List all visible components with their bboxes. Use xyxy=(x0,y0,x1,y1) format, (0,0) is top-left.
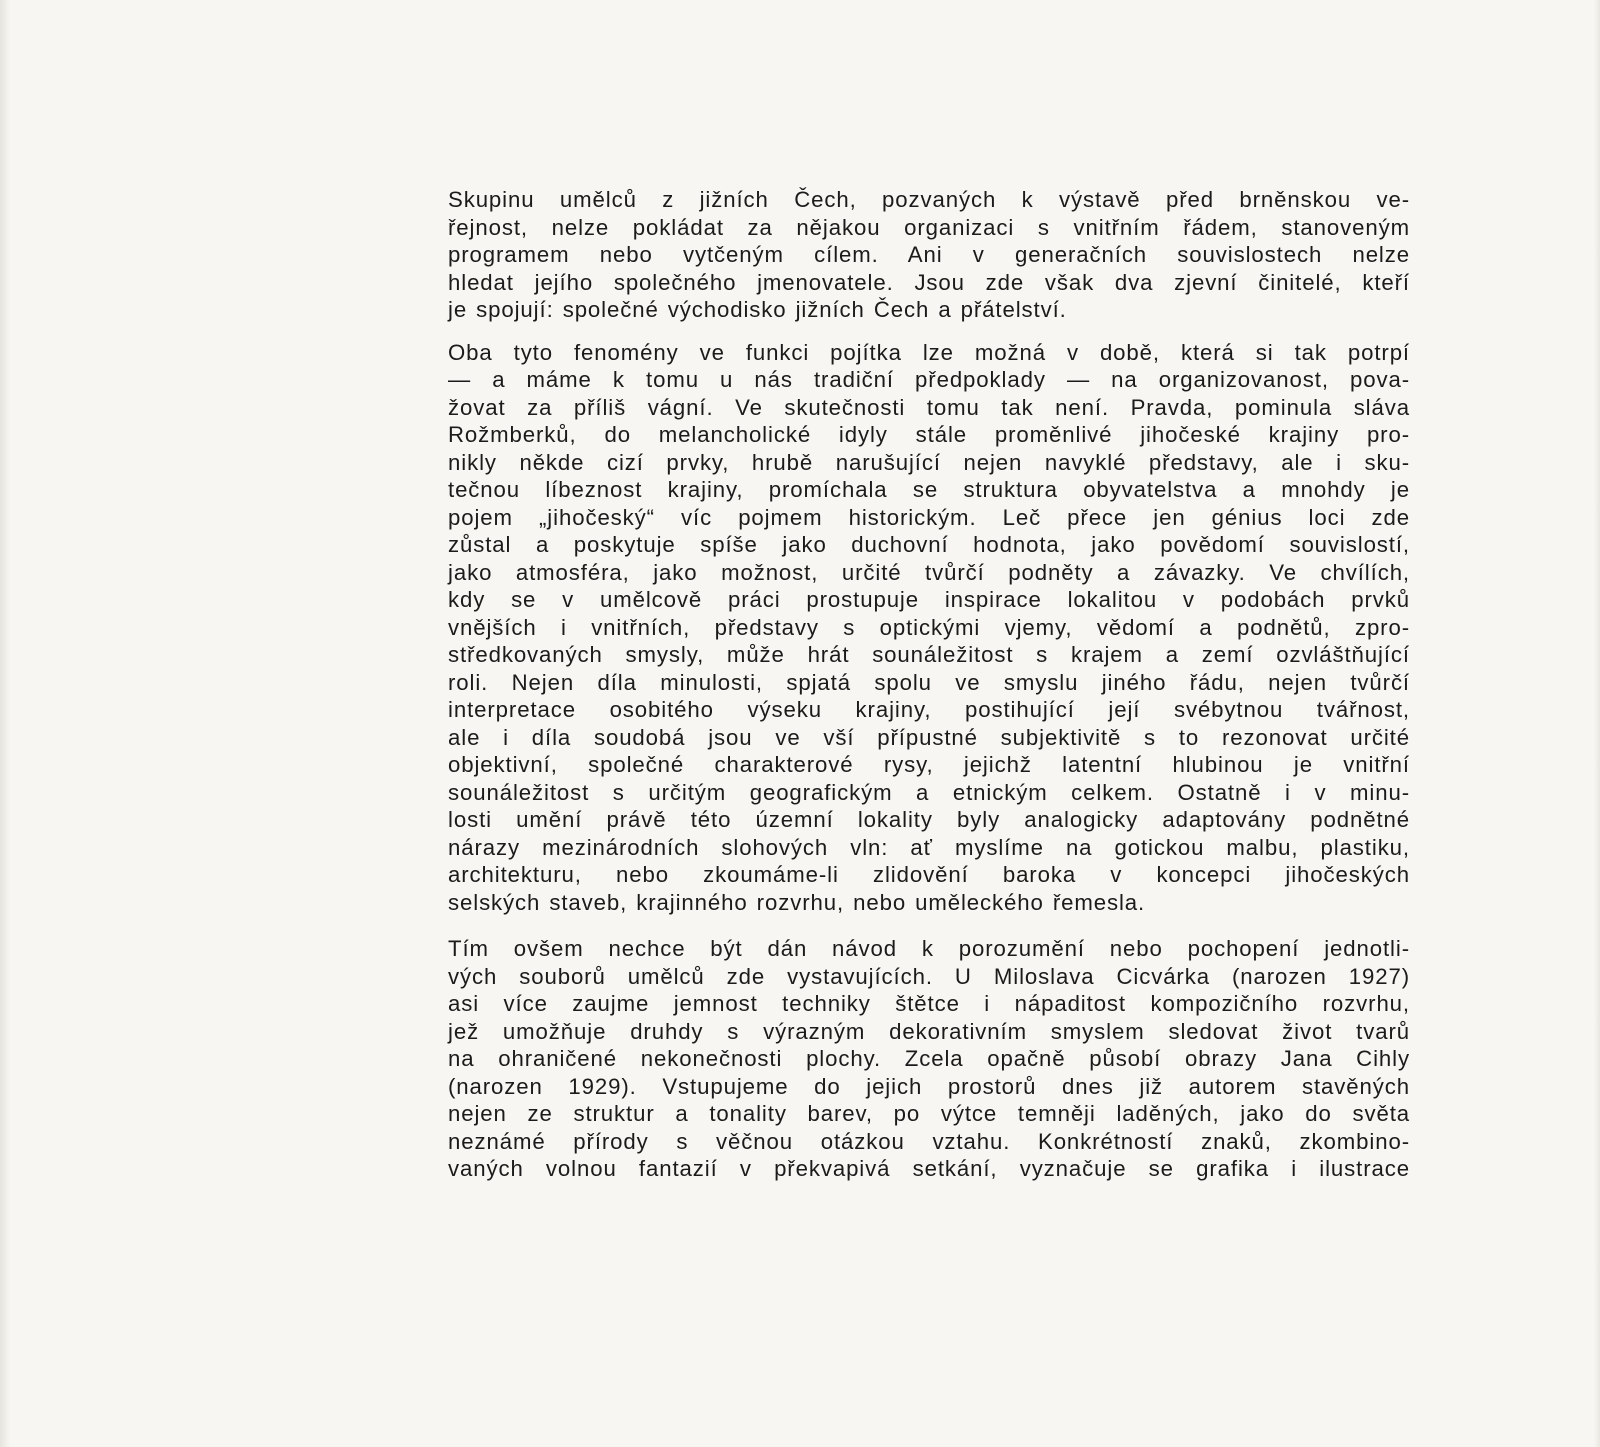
page-right-edge xyxy=(1594,0,1600,1447)
text-line: Skupinu umělců z jižních Čech, pozvaných k výstavě před brněnskou ve- xyxy=(448,187,1410,212)
text-line: je spojují: společné východisko jižních Čech a přátelství. xyxy=(448,297,1067,322)
page-fold-shadow xyxy=(0,0,10,1447)
text-line: nikly někde cizí prvky, hrubě narušující nejen navyklé představy, ale i sku- xyxy=(448,449,1410,475)
text-line: nárazy mezinárodních slohových vln: ať myslíme na gotickou malbu, plastiku, xyxy=(448,834,1410,860)
text-line: roli. Nejen díla minulosti, spjatá spolu ve smyslu jiného řádu, nejen tvůrčí xyxy=(448,669,1410,695)
text-line: řejnost, nelze pokládat za nějakou organizaci s vnitřním řádem, stanoveným xyxy=(448,214,1410,240)
text-line: sounáležitost s určitým geografickým a etnickým celkem. Ostatně i v minu- xyxy=(448,779,1410,805)
text-line: ale i díla soudobá jsou ve vší přípustné subjektivitě s to rezonovat určité xyxy=(448,724,1410,750)
text-line: programem nebo vytčeným cílem. Ani v generačních souvislostech nelze xyxy=(448,242,1410,267)
text-line: vých souborů umělců zde vystavujících. U Miloslava Cicvárka (narozen 1927) xyxy=(448,963,1410,989)
text-line: interpretace osobitého výseku krajiny, postihující její svébytnou tvářnost, xyxy=(448,697,1410,722)
text-line: vnějších i vnitřních, představy s optickými vjemy, vědomí a podnětů, zpro- xyxy=(448,614,1410,640)
text-line: tečnou líbeznost krajiny, promíchala se struktura obyvatelstva a mnohdy je xyxy=(448,477,1410,502)
text-line: — a máme k tomu u nás tradiční předpoklady — na organizovanost, pova- xyxy=(448,367,1410,392)
text-line: zůstal a poskytuje spíše jako duchovní hodnota, jako povědomí souvislostí, xyxy=(448,532,1410,557)
text-line: vaných volnou fantazií v překvapivá setkání, vyznačuje se grafika i ilustrace xyxy=(448,1156,1410,1181)
text-line: kdy se v umělcově práci prostupuje inspirace lokalitou v podobách prvků xyxy=(448,587,1410,612)
paragraph-3 xyxy=(448,935,1410,1183)
text-line: Rožmberků, do melancholické idyly stále proměnlivé jihočeské krajiny pro- xyxy=(448,422,1410,447)
paragraph-2 xyxy=(448,339,1410,917)
text-line: jež umožňuje druhdy s výrazným dekorativním smyslem sledovat život tvarů xyxy=(448,1018,1410,1044)
text-line: hledat jejího společného jmenovatele. Jsou zde však dva zjevní činitelé, kteří xyxy=(448,269,1410,295)
text-line: jako atmosféra, jako možnost, určité tvůrčí podněty a závazky. Ve chvílích, xyxy=(448,559,1410,585)
text-line: žovat za příliš vágní. Ve skutečnosti tomu tak není. Pravda, pominula sláva xyxy=(448,394,1410,420)
paragraph-1 xyxy=(448,186,1410,324)
text-line: Tím ovšem nechce být dán návod k porozumění nebo pochopení jednotli- xyxy=(448,936,1410,961)
text-line: asi více zaujme jemnost techniky štětce i nápaditost kompozičního rozvrhu, xyxy=(448,991,1410,1016)
text-line: středkovaných smysly, může hrát sounáležitost s krajem a zemí ozvláštňující xyxy=(448,642,1410,667)
text-column xyxy=(448,186,1410,1183)
text-line: (narozen 1929). Vstupujeme do jejich prostorů dnes již autorem stavěných xyxy=(448,1073,1410,1099)
text-line: objektivní, společné charakterové rysy, jejichž latentní hlubinou je vnitřní xyxy=(448,752,1410,777)
text-line: na ohraničené nekonečnosti plochy. Zcela opačně působí obrazy Jana Cihly xyxy=(448,1046,1410,1071)
text-line: losti umění právě této územní lokality byly analogicky adaptovány podnětné xyxy=(448,807,1410,832)
text-line: nejen ze struktur a tonality barev, po výtce temněji laděných, jako do světa xyxy=(448,1101,1410,1126)
text-line: architekturu, nebo zkoumáme-li zlidovění baroka v koncepci jihočeských xyxy=(448,862,1410,887)
text-line: selských staveb, krajinného rozvrhu, nebo uměleckého řemesla. xyxy=(448,889,1146,915)
text-line: neznámé přírody s věčnou otázkou vztahu. Konkrétností znaků, zkombino- xyxy=(448,1128,1410,1154)
text-line: pojem „jihočeský“ víc pojmem historickým. Leč přece jen génius loci zde xyxy=(448,504,1410,530)
text-line: Oba tyto fenomény ve funkci pojítka lze možná v době, která si tak potrpí xyxy=(448,339,1410,365)
